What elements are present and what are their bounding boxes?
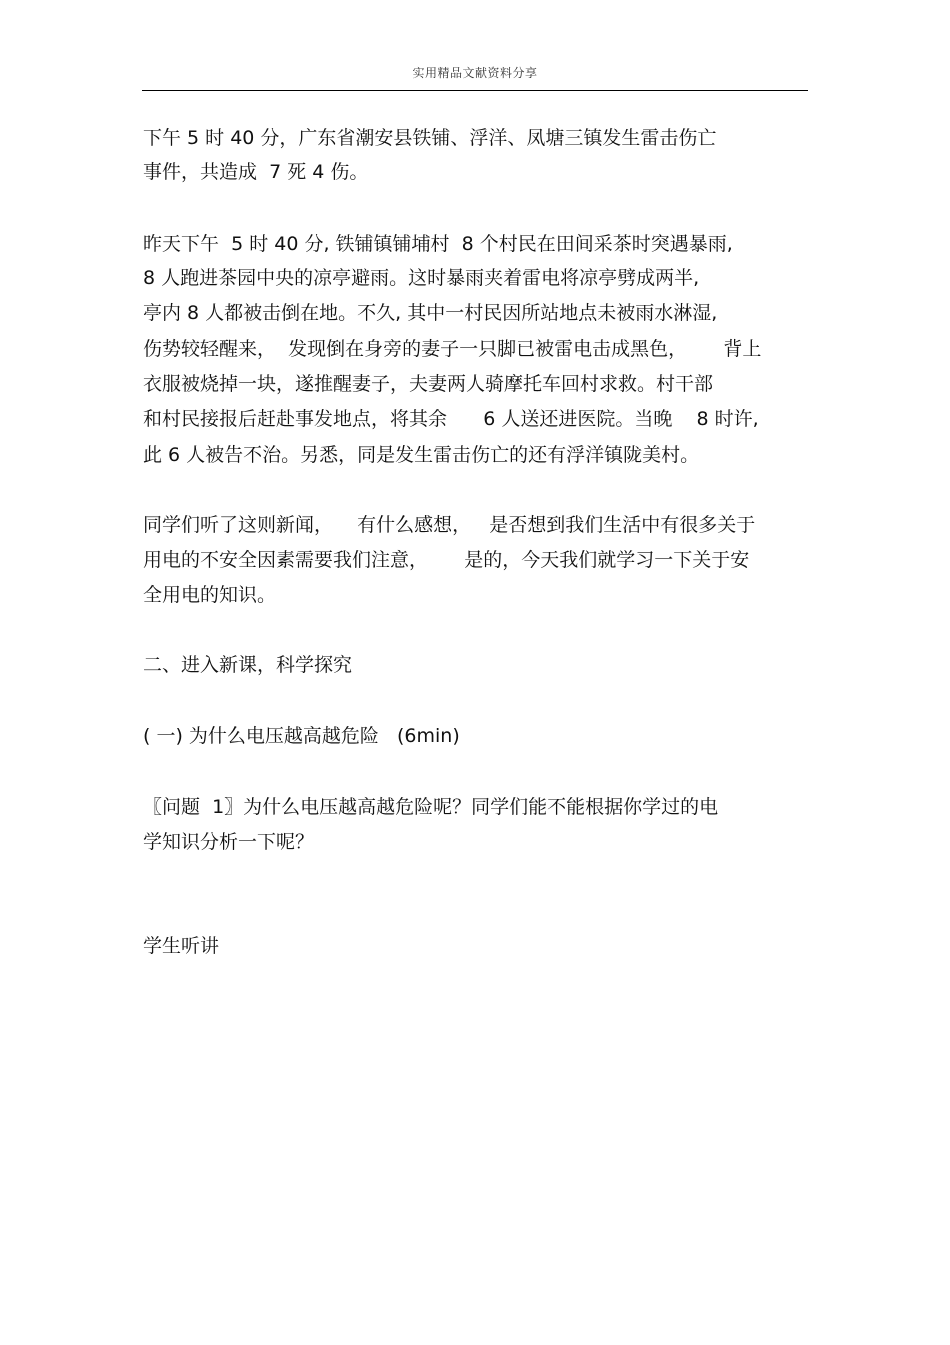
- student-note: 学生听讲: [143, 935, 220, 957]
- question-line-1: 〖问题 1〗为什么电压越高越危险呢？同学们能不能根据你学过的电: [143, 796, 719, 818]
- question-line-2: 学知识分析一下呢？: [143, 831, 315, 853]
- paragraph-3-line-2: 用电的不安全因素需要我们注意， 是的，今天我们就学习一下关于安: [143, 549, 750, 571]
- paragraph-2-line-1: 昨天下午 5 时 40 分, 铁铺镇铺埔村 8 个村民在田间采茶时突遇暴雨,: [143, 233, 733, 255]
- section-heading: 二、进入新课，科学探究: [143, 654, 353, 676]
- paragraph-2-line-6: 和村民接报后赶赴事发地点，将其余 6 人送还进医院。当晚 8 时许,: [143, 408, 759, 430]
- paragraph-2-line-2: 8 人跑进茶园中央的凉亭避雨。这时暴雨夹着雷电将凉亭劈成两半,: [143, 267, 700, 289]
- paragraph-2-line-4: 伤势较轻醒来， 发现倒在身旁的妻子一只脚已被雷电击成黑色， 背上: [143, 338, 762, 360]
- header-divider: [142, 90, 808, 91]
- subsection-heading: ( 一) 为什么电压越高越危险 (6min): [143, 725, 460, 747]
- page-header: 实用精品文献资料分享: [412, 66, 538, 80]
- paragraph-1-line-1: 下午 5 时 40 分，广东省潮安县铁铺、浮洋、凤塘三镇发生雷击伤亡: [143, 127, 717, 149]
- paragraph-2-line-7: 此 6 人被告不治。另悉，同是发生雷击伤亡的还有浮洋镇陇美村。: [143, 444, 700, 466]
- paragraph-2-line-3: 亭内 8 人都被击倒在地。不久, 其中一村民因所站地点未被雨水淋湿,: [143, 302, 718, 324]
- paragraph-2-line-5: 衣服被烧掉一块，遂推醒妻子，夫妻两人骑摩托车回村求救。村干部: [143, 373, 714, 395]
- paragraph-3-line-1: 同学们听了这则新闻， 有什么感想， 是否想到我们生活中有很多关于: [143, 514, 756, 536]
- paragraph-3-line-3: 全用电的知识。: [143, 584, 277, 606]
- paragraph-1-line-2: 事件，共造成 7 死 4 伤。: [143, 161, 369, 183]
